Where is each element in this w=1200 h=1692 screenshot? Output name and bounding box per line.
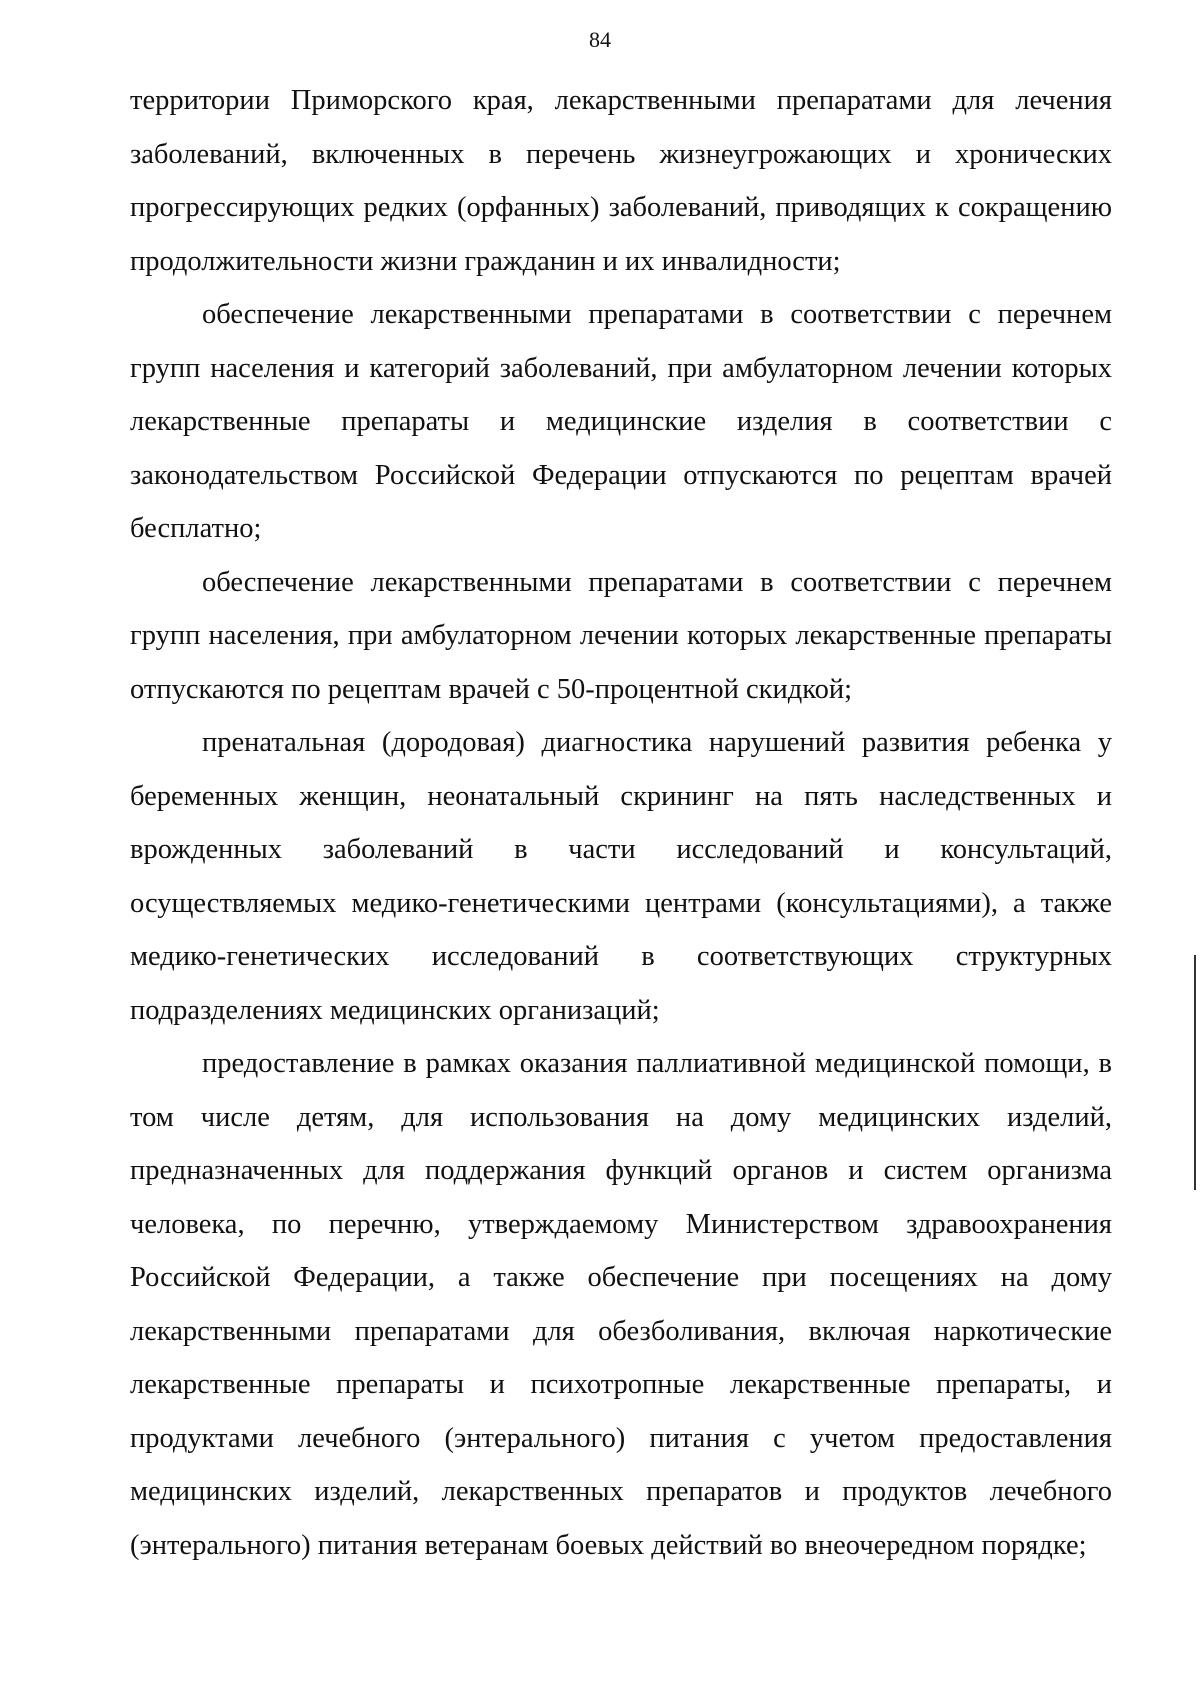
page-number: 84 [589, 27, 611, 52]
document-body [130, 74, 1112, 1572]
paragraph-palliative-care: предоставление в рамках оказания паллиативной медицинской помощи, в том числе детям, для использования на дому медицинских изделий, предназначенных для поддержания функций органов и систем организма человека, по перечню, утверждаемому Министерством здравоохранения Российской Федерации, а также обеспечение при посещениях на дому лекарственными препаратами для обезболивания, включая наркотические лекарственные препараты и психотропные лекарственные препараты, и продуктами лечебного (энтерального) питания с учетом предоставления медицинских изделий, лекарственных препаратов и продуктов лечебного (энтерального) питания ветеранам боевых действий во внеочередном порядке; [130, 1048, 1112, 1561]
paragraph-continuation: территории Приморского края, лекарственными препаратами для лечения заболеваний, включенных в перечень жизнеугрожающих и хронических прогрессирующих редких (орфанных) заболеваний, приводящих к сокращению продолжительности жизни гражданин и их инвалидности; [130, 85, 1112, 277]
margin-line [1194, 955, 1196, 1190]
paragraph-prenatal-diagnostics: пренатальная (дородовая) диагностика нарушений развития ребенка у беременных женщин, неонатальный скрининг на пять наследственных и врожденных заболеваний в части исследований и консультаций, осуществляемых медико-генетическими центрами (консультациями), а также медико-генетических исследований в соответствующих структурных подразделениях медицинских организаций; [130, 727, 1112, 1026]
paragraph-prescription-free: обеспечение лекарственными препаратами в соответствии с перечнем групп населения и категорий заболеваний, при амбулаторном лечении которых лекарственные препараты и медицинские изделия в соответствии с законодательством Российской Федерации отпускаются по рецептам врачей бесплатно; [130, 299, 1112, 544]
paragraph-prescription-discount: обеспечение лекарственными препаратами в соответствии с перечнем групп населения, при амбулаторном лечении которых лекарственные препараты отпускаются по рецептам врачей с 50-процентной скидкой; [130, 566, 1112, 705]
